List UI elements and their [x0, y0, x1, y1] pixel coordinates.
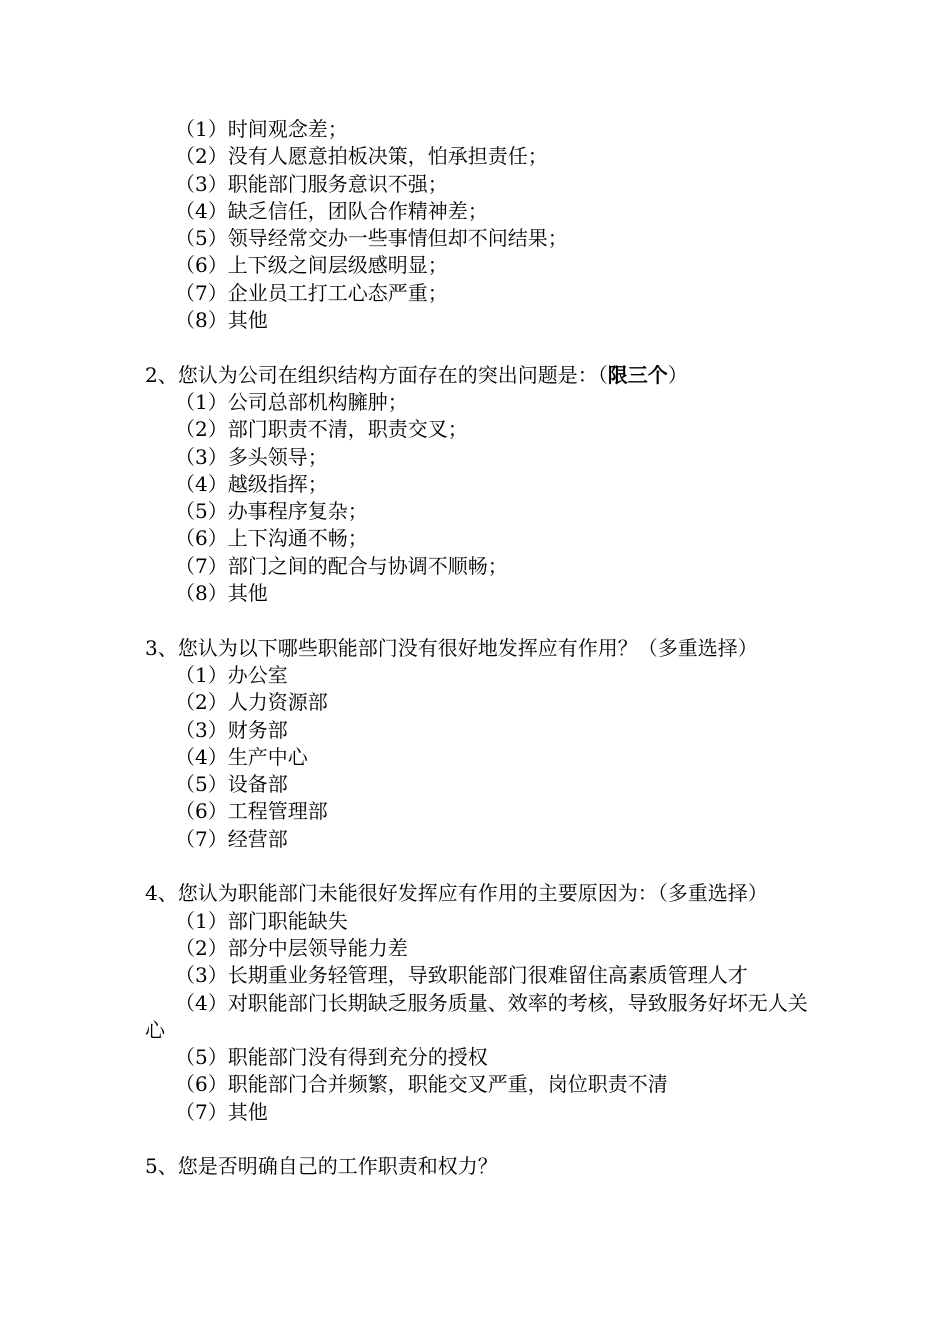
option-item: （6）职能部门合并频繁，职能交叉严重，岗位职责不清	[175, 1072, 668, 1097]
option-item: （5）职能部门没有得到充分的授权	[175, 1045, 488, 1070]
document-body	[145, 116, 810, 1181]
option-item: （6）工程管理部	[175, 799, 328, 824]
option-item: （3）职能部门服务意识不强；	[175, 171, 448, 196]
option-item: （6）上下沟通不畅；	[175, 526, 368, 551]
option-item: （2）部分中层领导能力差	[175, 935, 408, 960]
option-item: （1）公司总部机构臃肿；	[175, 389, 408, 414]
question-text: 5、您是否明确自己的工作职责和权力？	[145, 1154, 498, 1179]
question-text: 4、您认为职能部门未能很好发挥应有作用的主要原因为：（多重选择）	[145, 881, 768, 906]
question-text	[145, 362, 810, 389]
option-item: （8）其他	[175, 581, 268, 606]
option-item: （3）财务部	[175, 717, 288, 742]
option-item: （7）部门之间的配合与协调不顺畅；	[175, 553, 508, 578]
option-item: （7）其他	[175, 1099, 268, 1124]
option-item: （7）企业员工打工心态严重；	[175, 280, 448, 305]
option-item: （4）缺乏信任，团队合作精神差；	[175, 198, 488, 223]
question-limit-emphasis: 限三个	[607, 362, 668, 387]
option-item: （4）对职能部门长期缺乏服务质量、效率的考核，导致服务好坏无人关心	[145, 990, 808, 1042]
option-item: （7）经营部	[175, 826, 288, 851]
option-item: （1）部门职能缺失	[175, 908, 348, 933]
question-text-main: 2、您认为公司在组织结构方面存在的突出问题是：（	[145, 362, 608, 387]
question-5	[145, 1153, 810, 1180]
question-text: 3、您认为以下哪些职能部门没有很好地发挥应有作用？（多重选择）	[145, 635, 758, 660]
question-2	[145, 362, 810, 608]
option-item: （1）办公室	[175, 662, 288, 687]
option-item: （3）多头领导；	[175, 444, 328, 469]
option-item: （4）越级指挥；	[175, 471, 328, 496]
question-4	[145, 880, 810, 1126]
option-item: （2）没有人愿意拍板决策，怕承担责任；	[175, 144, 548, 169]
question-3	[145, 635, 810, 853]
option-item: （1）时间观念差；	[175, 117, 348, 141]
option-item: （3）长期重业务轻管理，导致职能部门很难留住高素质管理人才	[175, 963, 748, 988]
option-item: （4）生产中心	[175, 744, 308, 769]
option-item: （2）部门职责不清，职责交叉；	[175, 417, 468, 442]
section-1-options	[145, 116, 810, 334]
option-item: （8）其他	[175, 308, 268, 333]
option-item: （2）人力资源部	[175, 690, 328, 715]
option-item: （5）领导经常交办一些事情但却不问结果；	[175, 226, 568, 251]
option-item: （5）设备部	[175, 772, 288, 797]
question-text-end: ）	[667, 362, 688, 387]
option-item: （6）上下级之间层级感明显；	[175, 253, 448, 278]
option-item: （5）办事程序复杂；	[175, 499, 368, 524]
